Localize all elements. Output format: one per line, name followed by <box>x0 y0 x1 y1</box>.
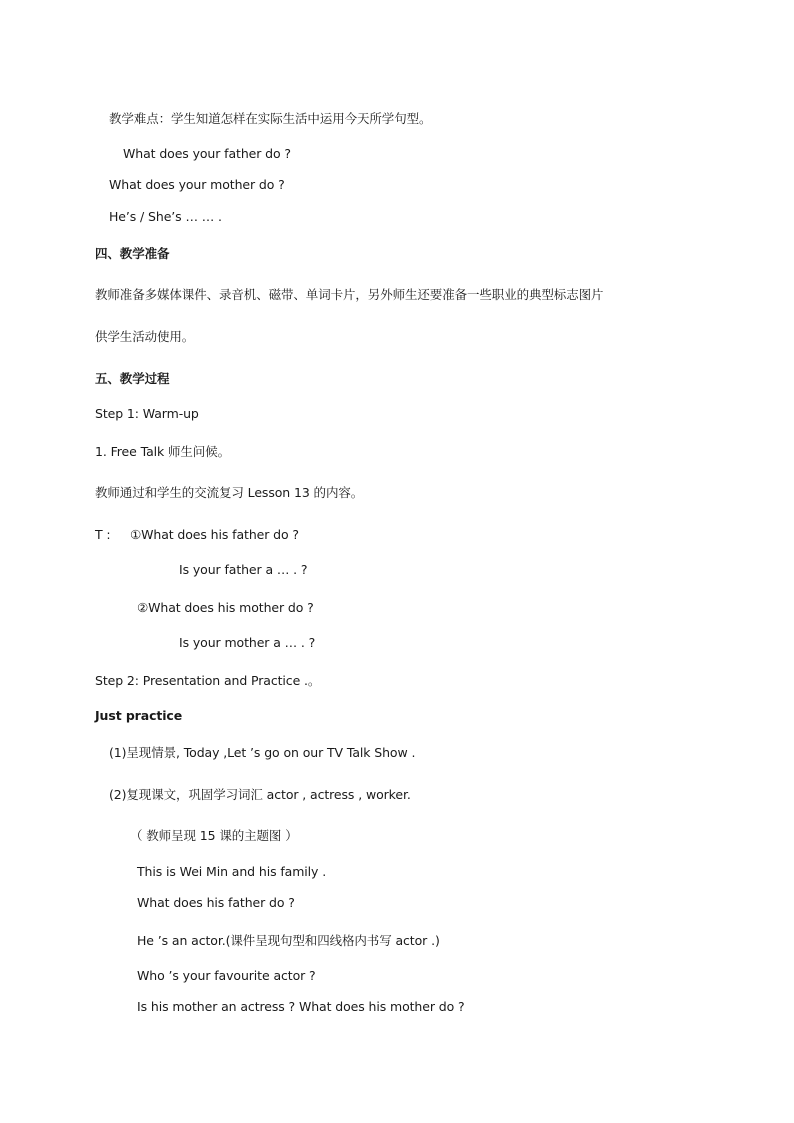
teacher-note: （ 教师呈现 15 课的主题图 ） <box>130 828 298 843</box>
question-2: ②What does his mother do ? <box>137 600 314 615</box>
practice-item-1: (1)呈现情景, Today ,Let ’s go on our TV Talk Show . <box>109 745 416 760</box>
target-sentence: What does your father do ? <box>123 146 291 161</box>
section-4-heading: 四、教学准备 <box>95 246 170 261</box>
difficulty-line: 教学难点：学生知道怎样在实际生活中运用今天所学句型。 <box>109 111 432 126</box>
dialogue-line: What does his father do ? <box>137 895 295 910</box>
dialogue-line: This is Wei Min and his family . <box>137 864 327 879</box>
target-sentence: What does your mother do ? <box>109 177 285 192</box>
question-1: ①What does his father do ? <box>130 527 299 542</box>
dialogue-line: Is his mother an actress ? What does his mother do ? <box>137 999 465 1014</box>
teacher-label: T : <box>95 527 111 542</box>
review-line: 教师通过和学生的交流复习 Lesson 13 的内容。 <box>95 485 364 500</box>
target-sentence: He’s / She’s … … . <box>109 209 222 224</box>
section-4-text: 教师准备多媒体课件、录音机、磁带、单词卡片，另外师生还要准备一些职业的典型标志图片 <box>95 287 604 302</box>
question-1-follow: Is your father a … . ? <box>179 562 308 577</box>
question-2-follow: Is your mother a … . ? <box>179 635 316 650</box>
free-talk-line: 1. Free Talk 师生问候。 <box>95 444 231 459</box>
dialogue-line: Who ’s your favourite actor ? <box>137 968 316 983</box>
step-1-title: Step 1: Warm-up <box>95 406 199 421</box>
dialogue-line: He ’s an actor.(课件呈现句型和四线格内书写 actor .) <box>137 933 440 948</box>
section-5-heading: 五、教学过程 <box>95 371 170 386</box>
step-2-title: Step 2: Presentation and Practice .。 <box>95 673 321 688</box>
practice-item-2: (2)复现课文，巩固学习词汇 actor , actress , worker. <box>109 787 411 802</box>
just-practice-heading: Just practice <box>95 708 183 723</box>
section-4-text: 供学生活动使用。 <box>95 329 195 344</box>
